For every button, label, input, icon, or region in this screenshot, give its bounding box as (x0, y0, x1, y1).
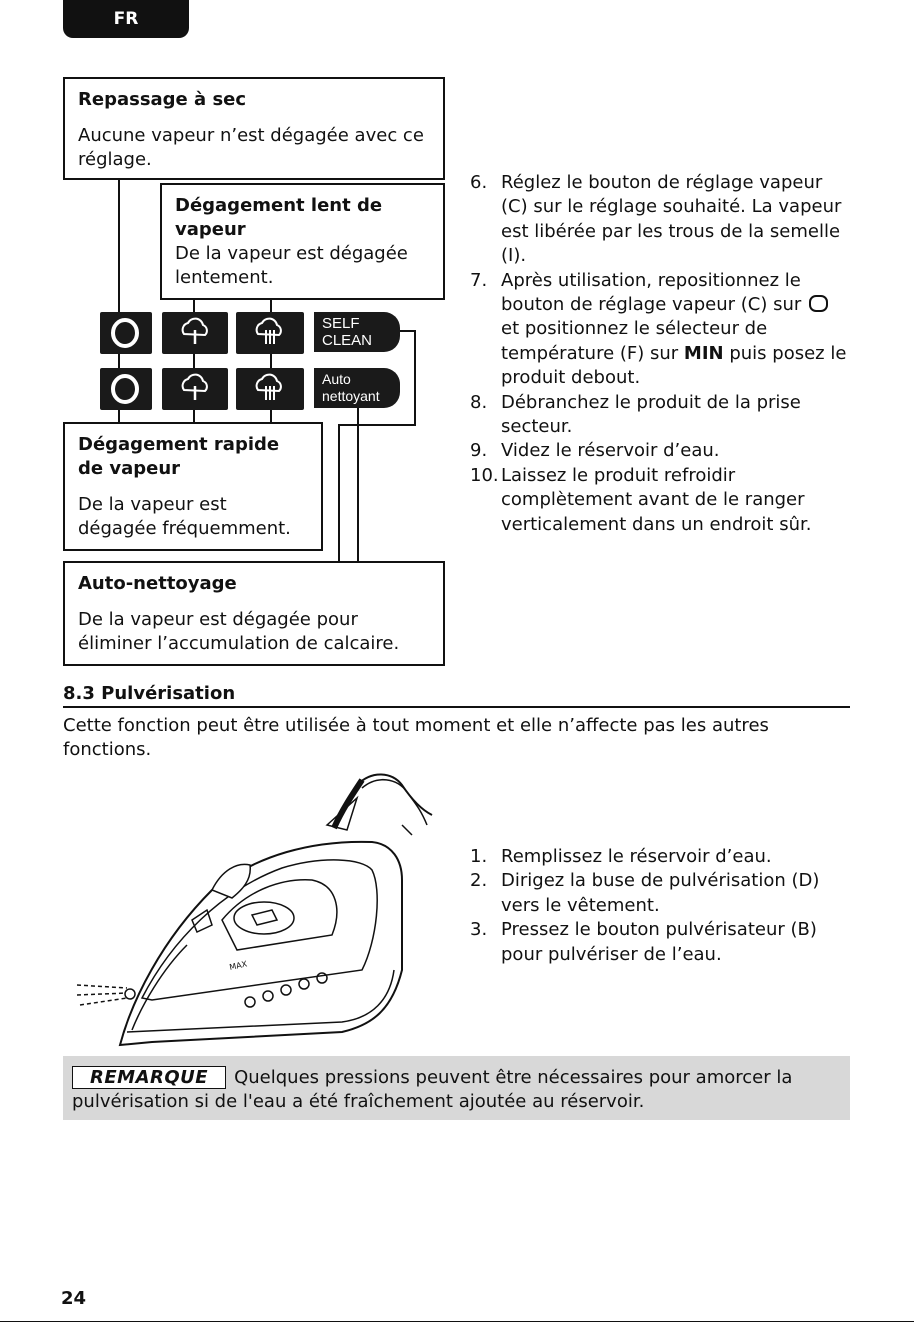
connector-line (118, 352, 120, 368)
page-number: 24 (61, 1288, 87, 1309)
self-clean-label: SELF CLEAN (314, 312, 400, 352)
slow-steam-icon (162, 312, 228, 354)
connector-line (414, 330, 416, 426)
list-item: 3. Pressez le bouton pulvérisateur (B) pour pulvériser de l’eau. (470, 919, 817, 965)
setting-dry-box (63, 77, 445, 180)
footer-rule (0, 1321, 914, 1322)
dry-setting-icon (100, 368, 152, 410)
cloud-steam-icon (162, 368, 228, 410)
connector-line (338, 424, 416, 426)
cloud-steam-icon (236, 368, 304, 410)
language-tab: FR (63, 0, 189, 38)
connector-line (193, 352, 195, 368)
list-item: 2. Dirigez la buse de pulvérisation (D) vers le vêtement. (470, 870, 820, 916)
note-tag: REMARQUE (72, 1066, 226, 1089)
connector-line (338, 424, 340, 562)
cloud-steam-icon (236, 312, 304, 354)
setting-self-clean-box (63, 561, 445, 666)
fast-steam-icon (236, 368, 304, 410)
setting-text: Aucune vapeur n’est dégagée avec ce réglage. (78, 125, 424, 170)
setting-slow-steam-box (160, 183, 445, 300)
dry-setting-icon (100, 312, 152, 354)
list-item: 8. Débranchez le produit de la prise secteur. (470, 391, 801, 438)
setting-title: Repassage à sec (78, 89, 247, 110)
connector-line (357, 394, 359, 562)
section-intro: Cette fonction peut être utilisée à tout moment et elle n’affecte pas les autres fonctions. (63, 715, 769, 761)
auto-clean-label: Auto nettoyant (314, 368, 400, 408)
zero-setting-icon (809, 295, 828, 312)
zero-icon (100, 312, 152, 354)
list-item: 7. Après utilisation, repositionnez le bouton de réglage vapeur (C) sur et positionnez le sélecteur de température (F) sur MIN puis posez le produit debout. (470, 269, 847, 389)
list-item: 6. Réglez le bouton de réglage vapeur (C) sur le réglage souhaité. La vapeur est libérée par les trous de la semelle (I). (470, 172, 842, 267)
zero-icon (100, 368, 152, 410)
spray-steps-list (470, 845, 850, 967)
setting-text: De la vapeur est dégagée lentement. (175, 243, 408, 288)
slow-steam-icon (162, 368, 228, 410)
setting-title: Auto-nettoyage (78, 573, 237, 594)
svg-text:MAX: MAX (228, 959, 248, 972)
setting-text: De la vapeur est dégagée fréquemment. (78, 494, 291, 539)
cloud-steam-icon (162, 312, 228, 354)
setting-title: Dégagement rapide de vapeur (78, 434, 280, 479)
list-item: 10. Laissez le produit refroidir complètement avant de le ranger verticalement dans un endroit sûr. (470, 464, 812, 535)
setting-text: De la vapeur est dégagée pour éliminer l’accumulation de calcaire. (78, 609, 400, 654)
usage-steps-list (470, 171, 850, 537)
setting-fast-steam-box (63, 422, 323, 551)
list-item: 1. Remplissez le réservoir d’eau. (470, 846, 772, 867)
iron-illustration (72, 770, 442, 1050)
connector-line (270, 352, 272, 368)
note-box (63, 1056, 850, 1120)
section-title: 8.3 Pulvérisation (63, 683, 850, 708)
connector-line (193, 298, 195, 312)
fast-steam-icon (236, 312, 304, 354)
connector-line (118, 178, 120, 312)
setting-title: Dégagement lent de vapeur (175, 195, 383, 240)
connector-line (270, 298, 272, 312)
note-text: Quelques pressions peuvent être nécessaires pour amorcer la pulvérisation si de l'eau a été fraîchement ajoutée au réservoir. (72, 1067, 793, 1112)
list-item: 9. Videz le réservoir d’eau. (470, 440, 720, 462)
